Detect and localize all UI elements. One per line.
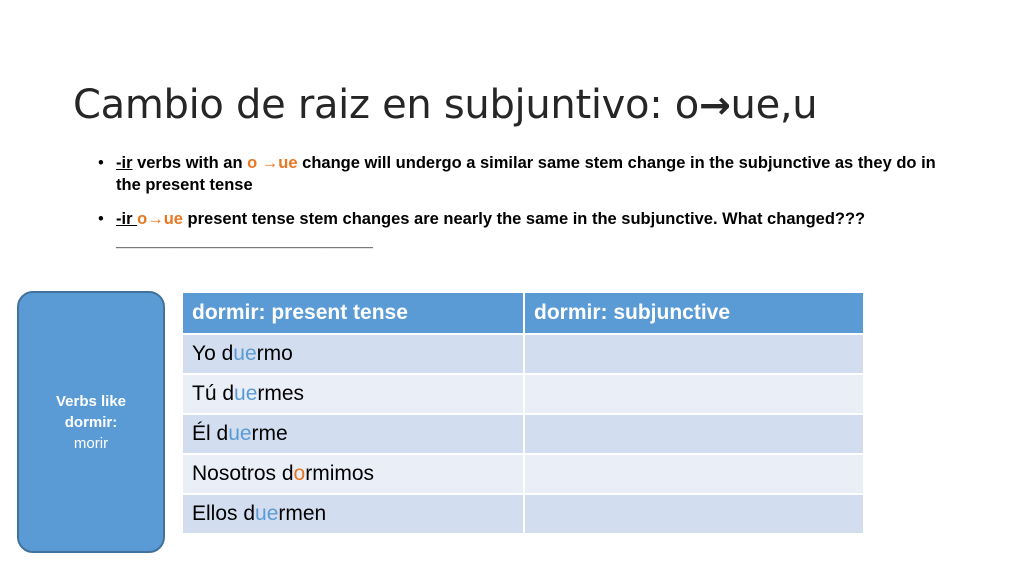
subjunctive-cell	[524, 454, 864, 494]
ir-suffix: -ir	[116, 210, 138, 228]
subjunctive-cell	[524, 494, 864, 534]
right-arrow-icon: →	[698, 83, 731, 127]
table-row	[182, 454, 864, 494]
bullet-1-text-b: change will undergo a similar same stem change in the subjunctive as they do in the present tense	[116, 154, 936, 194]
verb-prefix: Nosotros d	[192, 462, 294, 485]
vowel-o: o	[137, 210, 148, 228]
verb-ending: rmen	[278, 502, 327, 525]
ir-suffix: -ir	[116, 154, 133, 172]
stem-change: o	[293, 462, 306, 485]
header-subjunctive: dormir: subjunctive	[524, 293, 864, 334]
bullet-item-1	[98, 152, 938, 196]
vowel-ue: ue	[163, 210, 183, 228]
subjunctive-cell	[524, 334, 864, 374]
vowel-o: o	[247, 154, 262, 172]
present-cell	[182, 334, 524, 374]
stem-change: ue	[228, 422, 252, 445]
verb-prefix: Tú d	[192, 382, 235, 405]
verb-prefix: Él d	[192, 422, 229, 445]
table-row	[182, 334, 864, 374]
bullet-item-2	[98, 208, 938, 252]
conjugation-table	[181, 293, 865, 535]
sidebox-line-1: Verbs like	[55, 392, 127, 410]
sidebox-verb-morir: morir	[73, 434, 109, 452]
present-cell	[182, 414, 524, 454]
verb-prefix: Yo d	[192, 342, 234, 365]
stem-change: ue	[234, 382, 258, 405]
stem-change: ue	[255, 502, 279, 525]
subjunctive-cell	[524, 414, 864, 454]
bullet-2-text: present tense stem changes are nearly the same in the subjunctive. What changed???	[182, 210, 866, 228]
bullet-dot-icon: •	[98, 210, 104, 228]
title-suffix: ue,u	[730, 82, 818, 128]
table-header-row	[182, 293, 864, 334]
right-arrow-icon: →	[261, 154, 279, 172]
header-present-tense: dormir: present tense	[182, 293, 524, 334]
verb-ending: rmo	[256, 342, 293, 365]
title-main: Cambio de raiz en subjuntivo: o	[73, 82, 699, 128]
subjunctive-cell	[524, 374, 864, 414]
vowel-ue: ue	[278, 154, 298, 172]
right-arrow-icon: →	[147, 210, 164, 228]
verb-ending: rmimos	[305, 462, 375, 485]
present-cell	[182, 494, 524, 534]
slide-title	[73, 82, 817, 128]
bullet-1-text-a: verbs with an	[132, 154, 248, 172]
verb-ending: rmes	[257, 382, 305, 405]
present-cell	[182, 454, 524, 494]
answer-blank: ____________________________	[116, 232, 373, 250]
stem-change: ue	[233, 342, 257, 365]
verb-ending: rme	[251, 422, 288, 445]
table-row	[182, 414, 864, 454]
bullet-dot-icon: •	[98, 154, 104, 172]
verb-prefix: Ellos d	[192, 502, 256, 525]
verbs-like-dormir-box	[17, 291, 165, 553]
present-cell	[182, 374, 524, 414]
bullet-list	[98, 152, 938, 264]
table-row	[182, 494, 864, 534]
table-row	[182, 374, 864, 414]
sidebox-line-2: dormir:	[64, 413, 118, 431]
